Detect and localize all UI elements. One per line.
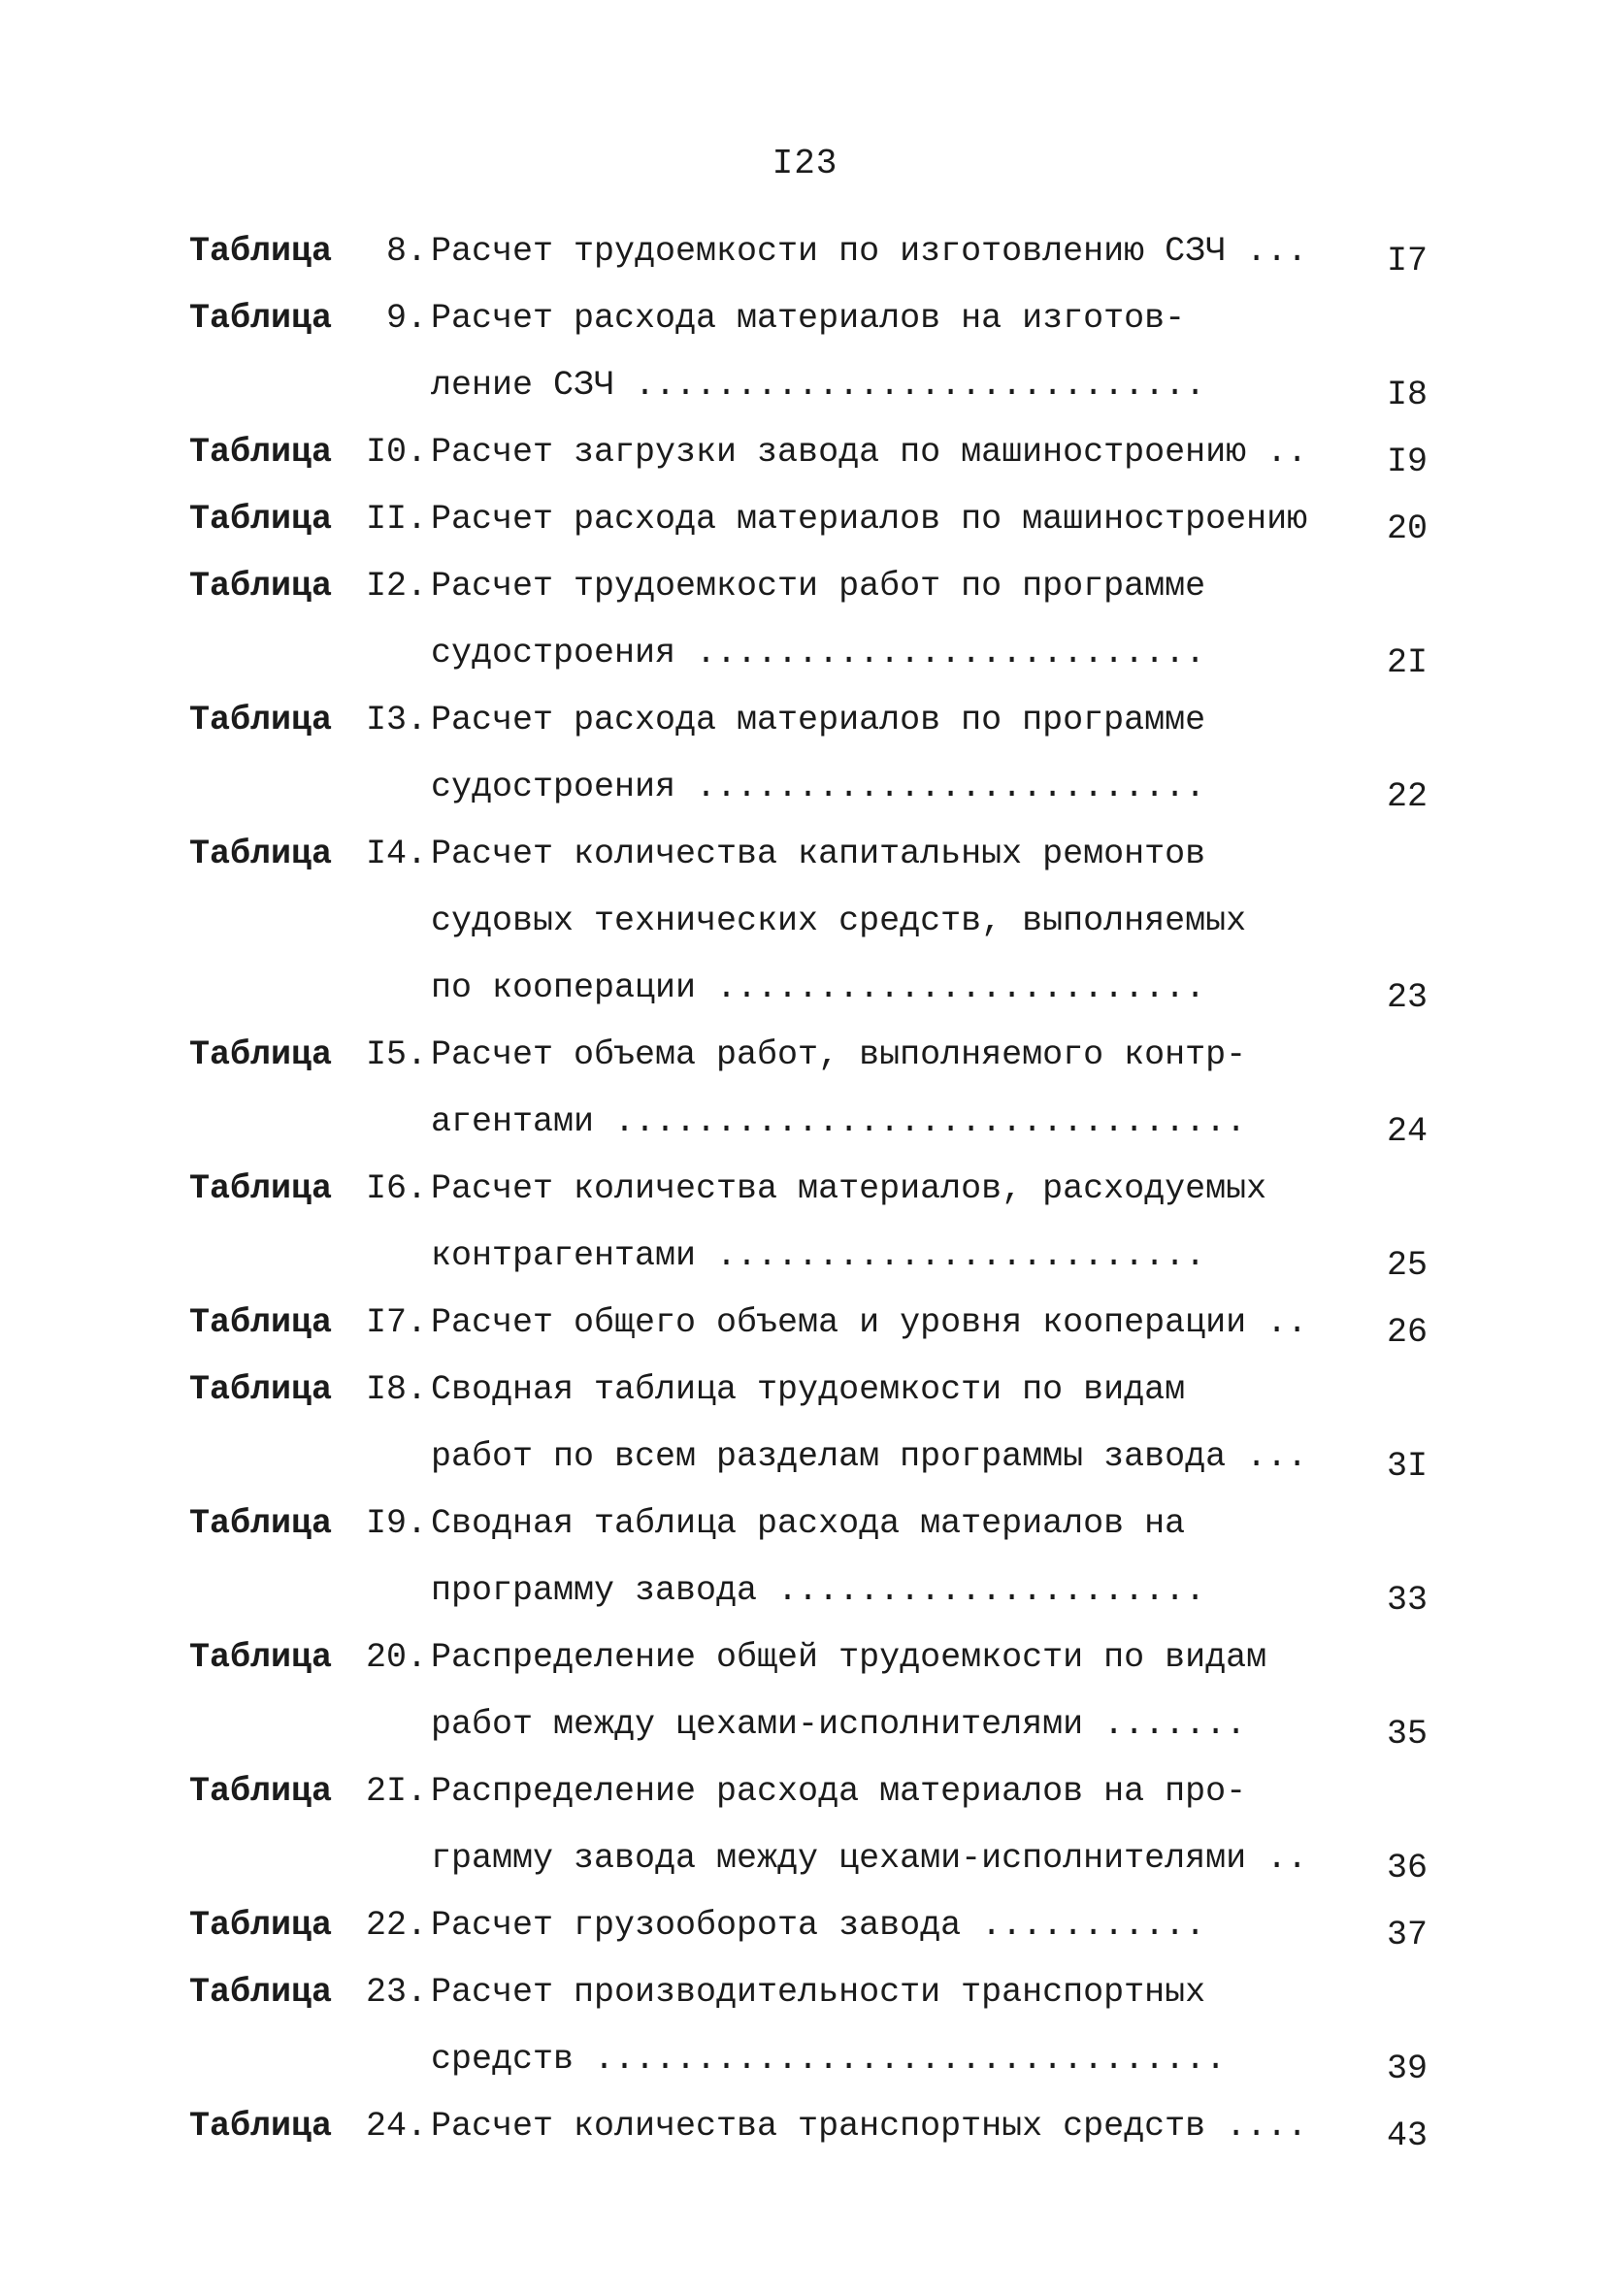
toc-entry-label: Таблица (189, 1169, 333, 1208)
toc-entry-title: Расчет загрузки завода по машиностроению .. (431, 433, 1308, 472)
toc-entry (0, 1959, 1610, 2093)
toc-entry (0, 1156, 1610, 1290)
toc-entry-line (0, 218, 1610, 285)
toc-entry-label: Таблица (189, 1370, 333, 1409)
toc-entry-page: 33 (1386, 1581, 1428, 1620)
toc-entry-line (0, 687, 1610, 754)
toc-entry-label: Таблица (189, 433, 333, 472)
toc-entry-line (0, 1022, 1610, 1089)
toc-entry-page: 39 (1386, 2050, 1428, 2088)
toc-entry-title: Расчет расхода материалов по программе (431, 701, 1206, 739)
toc-entry-line (0, 1357, 1610, 1424)
toc-entry-title: Сводная таблица расхода материалов на (431, 1504, 1186, 1543)
toc-entry-line (0, 620, 1610, 687)
toc-entry-line (0, 1424, 1610, 1491)
toc-entry-label: Таблица (189, 835, 333, 873)
toc-entry-line (0, 1758, 1610, 1825)
toc-entry-label: Таблица (189, 1772, 333, 1811)
toc-entry-title: Расчет общего объема и уровня кооперации .. (431, 1303, 1308, 1342)
toc-entry-title: работ по всем разделам программы завода ... (431, 1437, 1308, 1476)
toc-entry-title: Расчет производительности транспортных (431, 1973, 1206, 2012)
toc-entry (0, 419, 1610, 486)
toc-entry-title: Распределение расхода материалов на про- (431, 1772, 1247, 1811)
toc-entry (0, 1290, 1610, 1357)
toc-entry-title: Расчет трудоемкости по изготовлению СЗЧ ... (431, 232, 1308, 271)
toc-entry-title: Расчет расхода материалов по машиностроению (431, 500, 1308, 539)
toc-entry (0, 1758, 1610, 1892)
toc-entry-title: работ между цехами-исполнителями ....... (431, 1705, 1247, 1744)
toc-entry-title: Расчет объема работ, выполняемого контр- (431, 1035, 1247, 1074)
toc-entry-title: Расчет количества материалов, расходуемых (431, 1169, 1267, 1208)
toc-entry-label: Таблица (189, 232, 333, 271)
toc-entry-page: 37 (1386, 1916, 1428, 1954)
toc-entry-number: I2. (365, 567, 427, 606)
toc-entry-number: I5. (365, 1035, 427, 1074)
toc-entry-page: 3I (1386, 1447, 1428, 1486)
toc-entry-title: грамму завода между цехами-исполнителями .. (431, 1839, 1308, 1878)
toc-entry (0, 1357, 1610, 1491)
toc-entry-line (0, 486, 1610, 553)
toc-entry-number: 23. (365, 1973, 427, 2012)
toc-entry-line (0, 754, 1610, 821)
toc-entry-title: контрагентами ........................ (431, 1236, 1206, 1275)
toc-entry-page: 22 (1386, 777, 1428, 816)
toc-entry-number: I9. (365, 1504, 427, 1543)
toc-entry (0, 821, 1610, 1022)
toc-entry-number: I4. (365, 835, 427, 873)
toc-entry-page: I9 (1386, 443, 1428, 481)
toc-entry-number: II. (365, 500, 427, 539)
toc-entry-title: Распределение общей трудоемкости по видам (431, 1638, 1267, 1677)
toc-entry-line (0, 1223, 1610, 1290)
toc-entry (0, 1022, 1610, 1156)
toc-entry-line (0, 1691, 1610, 1758)
toc-entry-label: Таблица (189, 1638, 333, 1677)
toc-entry-page: 26 (1386, 1313, 1428, 1352)
toc-entry-label: Таблица (189, 299, 333, 338)
toc-entry-title: судостроения ......................... (431, 634, 1206, 672)
toc-entry-label: Таблица (189, 1906, 333, 1945)
toc-entry-label: Таблица (189, 1504, 333, 1543)
toc-entry-line (0, 553, 1610, 620)
toc-entry-number: 2I. (365, 1772, 427, 1811)
toc-entry-line (0, 1825, 1610, 1892)
toc-entry-label: Таблица (189, 567, 333, 606)
toc-entry-number: 8. (385, 232, 427, 271)
toc-entry-title: ление СЗЧ ............................ (431, 366, 1206, 405)
toc-entry-label: Таблица (189, 500, 333, 539)
toc-entry-line (0, 888, 1610, 955)
toc-entry-title: Расчет количества транспортных средств .... (431, 2107, 1308, 2146)
toc-entry (0, 553, 1610, 687)
toc-entry (0, 218, 1610, 285)
toc-entry (0, 486, 1610, 553)
toc-entry-page: 23 (1386, 978, 1428, 1017)
toc-entry-title: по кооперации ........................ (431, 968, 1206, 1007)
toc-entry-number: 9. (385, 299, 427, 338)
toc-entry-label: Таблица (189, 701, 333, 739)
toc-entry-title: судовых технических средств, выполняемых (431, 902, 1247, 940)
toc-entry-number: I8. (365, 1370, 427, 1409)
toc-entry-label: Таблица (189, 1303, 333, 1342)
toc-entry-line (0, 821, 1610, 888)
toc-entry-line (0, 1892, 1610, 1959)
toc-entry-title: судостроения ......................... (431, 768, 1206, 806)
toc-entry-page: I7 (1386, 242, 1428, 280)
toc-entry-page: I8 (1386, 376, 1428, 414)
toc-entry-line (0, 352, 1610, 419)
toc-entry-line (0, 1290, 1610, 1357)
toc-entry-page: 35 (1386, 1715, 1428, 1754)
toc-entry-line (0, 2026, 1610, 2093)
toc-entry-line (0, 1624, 1610, 1691)
toc-entry-label: Таблица (189, 2107, 333, 2146)
toc-entry-page: 2I (1386, 643, 1428, 682)
toc-entry-number: I7. (365, 1303, 427, 1342)
toc-entry-title: программу завода ..................... (431, 1571, 1206, 1610)
toc-entry (0, 1892, 1610, 1959)
toc-entry-title: Расчет грузооборота завода ........... (431, 1906, 1206, 1945)
toc-entry-number: 20. (365, 1638, 427, 1677)
toc-entry-title: средств ............................... (431, 2040, 1227, 2079)
toc-entry-number: 24. (365, 2107, 427, 2146)
toc-entry-page: 25 (1386, 1246, 1428, 1285)
toc-entry-title: Расчет расхода материалов на изготов- (431, 299, 1186, 338)
toc-entry-title: Расчет трудоемкости работ по программе (431, 567, 1206, 606)
toc-entry-line (0, 955, 1610, 1022)
toc-entry-number: I0. (365, 433, 427, 472)
toc-entry (0, 1624, 1610, 1758)
toc-entry (0, 1491, 1610, 1624)
toc-entry (0, 2093, 1610, 2160)
toc-entry (0, 687, 1610, 821)
toc-entry-line (0, 1959, 1610, 2026)
toc-entry-number: 22. (365, 1906, 427, 1945)
toc-entry-page: 36 (1386, 1849, 1428, 1887)
toc-entry-page: 43 (1386, 2116, 1428, 2155)
toc-entry-line (0, 1156, 1610, 1223)
toc-entry-number: I6. (365, 1169, 427, 1208)
toc-entry-line (0, 1089, 1610, 1156)
toc-entry-page: 20 (1386, 509, 1428, 548)
toc-entry-page: 24 (1386, 1112, 1428, 1151)
toc-entry-title: Расчет количества капитальных ремонтов (431, 835, 1206, 873)
toc-entry-label: Таблица (189, 1035, 333, 1074)
toc-entry-title: Сводная таблица трудоемкости по видам (431, 1370, 1186, 1409)
toc-entry (0, 285, 1610, 419)
toc-entry-title: агентами ............................... (431, 1102, 1247, 1141)
toc-entry-line (0, 2093, 1610, 2160)
toc-entry-line (0, 1558, 1610, 1624)
toc-entry-number: I3. (365, 701, 427, 739)
toc-entry-label: Таблица (189, 1973, 333, 2012)
toc-entry-line (0, 1491, 1610, 1558)
page-number: I23 (772, 144, 838, 183)
toc-entry-line (0, 285, 1610, 352)
table-of-contents (0, 218, 1610, 2160)
toc-entry-line (0, 419, 1610, 486)
